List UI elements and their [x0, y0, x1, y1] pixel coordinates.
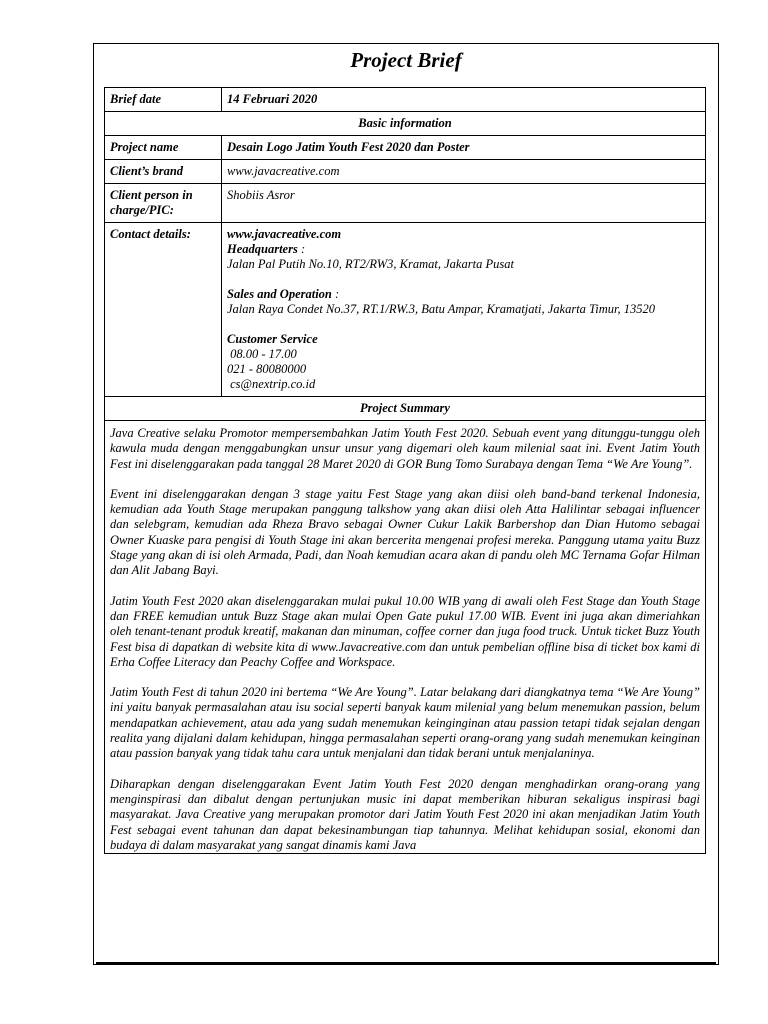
row-project-name — [105, 136, 706, 160]
row-client-brand — [105, 160, 706, 184]
cs-hours: 08.00 - 17.00 — [227, 347, 297, 361]
contact-label: Contact details: — [105, 223, 222, 397]
project-name-label: Project name — [105, 136, 222, 160]
cs-email: cs@nextrip.co.id — [227, 377, 316, 391]
hq-heading — [227, 242, 700, 257]
cs-label: Customer Service — [227, 332, 318, 346]
brief-date-label: Brief date — [105, 88, 222, 112]
sales-address: Jalan Raya Condet No.37, RT.1/RW.3, Batu Ampar, Kramatjati, Jakarta Timur, 13520 — [227, 302, 656, 316]
summary-paragraph: Java Creative selaku Promotor mempersembahkan Jatim Youth Fest 2020. Sebuah event yang ditunggu-tunggu oleh kawula muda dengan menggabungkan unsur unsur yang digemari oleh kaum milenial saat ini. Event Jatim Youth Fest ini diselenggarakan pada tanggal 28 Maret 2020 di GOR Bung Tomo Surabaya dengan Tema “We Are Young”. — [110, 426, 700, 471]
page-title: Project Brief — [350, 48, 462, 72]
contact-website: www.javacreative.com — [227, 227, 342, 241]
contact-details — [222, 223, 706, 397]
hq-separator: : — [297, 242, 306, 256]
summary-heading: Project Summary — [105, 397, 706, 421]
summary-paragraph: Diharapkan dengan diselenggarakan Event Jatim Youth Fest 2020 dengan menghadirkan orang-orang yang menginspirasi dan dibalut dengan pertunjukan music ini dapat memberikan hiburan sekaligus inspirasi bagi masyarakat. Java Creative yang merupakan promotor dari Jatim Youth Fest 2020 ini akan menjadikan Jatim Youth Fest sebagai event tahunan dan dapat bekesinambungan tiap tahunnya. Melihat kehidupan sosial, ekonomi dan budaya di dalam masyarakat yang sangat dinamis kami Java — [110, 776, 700, 852]
cs-phone: 021 - 80080000 — [227, 362, 307, 376]
page-bottom-rule — [96, 962, 716, 964]
project-name-value: Desain Logo Jatim Youth Fest 2020 dan Poster — [222, 136, 706, 160]
spacer — [227, 317, 700, 332]
summary-paragraph: Jatim Youth Fest di tahun 2020 ini bertema “We Are Young”. Latar belakang dari diangkatnya tema “We Are Young” ini yaitu banyak permasalahan atau isu social seperti banyak kaum milenial yang belum menemukan passion, belum mendapatkan achievement, atau ada yang sudah menemukan keinginginan atau passion tetapi tidak sejalan dengan realita yang dijalani dalam kehidupan, hingga permasalahan seperti orang-orang yang sudah menemukan keinginan atau passion banyak yang tidak tahu cara untuk menjalani dan tidak berani untuk menjalaninya. — [110, 685, 700, 761]
client-pic-value: Shobiis Asror — [222, 184, 706, 223]
row-contact — [105, 223, 706, 397]
sales-separator: : — [331, 287, 340, 301]
brief-table — [104, 87, 706, 854]
summary-paragraph: Jatim Youth Fest 2020 akan diselenggarakan mulai pukul 10.00 WIB yang di awali oleh Fest Stage dan Youth Stage dan FREE kemudian untuk Buzz Stage akan mulai Open Gate pukul 17.00 WIB. Event ini juga akan dimeriahkan oleh tenant-tenant produk kreatif, makanan dan minuman, coffee corner dan juga food truck. Untuk ticket Buzz Youth Fest bisa di dapatkan di website kita di www.Javacreative.com dan untuk pembelian offline bisa di ticket box kami di Erha Coffee Literacy dan Peachy Coffee and Workspace. — [110, 593, 700, 669]
sales-label: Sales and Operation — [227, 287, 332, 301]
sales-heading — [227, 287, 700, 302]
client-brand-value: www.javacreative.com — [222, 160, 706, 184]
summary-body — [105, 421, 706, 854]
brief-date-value: 14 Februari 2020 — [222, 88, 706, 112]
hq-label: Headquarters — [227, 242, 298, 256]
hq-address: Jalan Pal Putih No.10, RT2/RW3, Kramat, Jakarta Pusat — [227, 257, 514, 271]
row-brief-date — [105, 88, 706, 112]
row-summary-body — [105, 421, 706, 854]
document-frame — [93, 43, 719, 965]
summary-paragraph: Event ini diselenggarakan dengan 3 stage yaitu Fest Stage yang akan diisi oleh band-band terkenal Indonesia, kemudian ada Youth Stage merupakan panggung talkshow yang akan diisi oleh Atta Halilintar sebagai influencer dan selebgram, kemudian ada Rheza Bravo sebagai Owner Cukur Lakik Barbershop dan Dian Hutomo sebagai Owner Kuaske para pengisi di Youth Stage ini akan bercerita mengenai profesi mereka. Panggung utama yaitu Buzz Stage yang akan di isi oleh Armada, Padi, dan Noah kemudian acara akan di pandu oleh MC Ternama Gofar Hilman dan Alit Jabang Bayi. — [110, 486, 700, 578]
client-pic-label: Client person in charge/PIC: — [105, 184, 222, 223]
row-client-pic — [105, 184, 706, 223]
row-summary-heading — [105, 397, 706, 421]
row-basic-info — [105, 112, 706, 136]
basic-info-heading: Basic information — [105, 112, 706, 136]
client-brand-label: Client’s brand — [105, 160, 222, 184]
spacer — [227, 272, 700, 287]
